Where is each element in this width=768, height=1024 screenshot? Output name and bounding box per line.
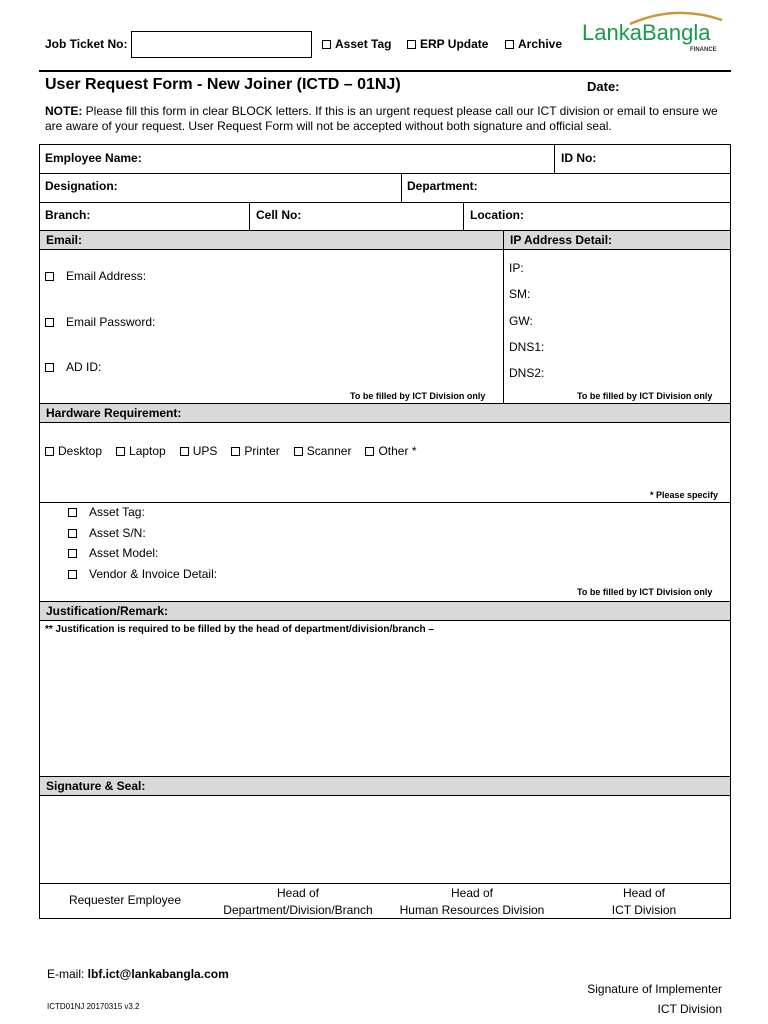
asset-tag-item-checkbox[interactable]	[68, 508, 77, 517]
employee-name-label: Employee Name:	[45, 151, 142, 165]
requester-employee-label: Requester Employee	[68, 893, 182, 907]
logo-text: LankaBangla	[582, 20, 711, 45]
justification-area[interactable]	[40, 638, 730, 776]
justification-instruction: ** Justification is required to be filled by the head of department/division/branch –	[45, 624, 434, 635]
hardware-printer-option[interactable]: Printer	[231, 444, 279, 458]
divider	[39, 202, 731, 203]
note-label: NOTE:	[45, 104, 83, 118]
hardware-scanner-option[interactable]: Scanner	[294, 444, 352, 458]
desktop-checkbox[interactable]	[45, 447, 54, 456]
email-address-option[interactable]: Email Address:	[45, 269, 146, 283]
gw-label: GW:	[509, 314, 533, 328]
divider	[503, 230, 504, 403]
logo-subtext: FINANCE	[690, 47, 717, 53]
vendor-invoice-item[interactable]: Vendor & Invoice Detail:	[68, 567, 217, 581]
email-section-header: Email:	[39, 230, 504, 250]
signature-area[interactable]	[40, 797, 730, 883]
note-text: Please fill this form in clear BLOCK letters. If this is an urgent request please call our ICT division or email to ensure we are aware of your request. User Request Form will not be accepted without both signature and official seal.	[45, 104, 718, 133]
email-password-checkbox[interactable]	[45, 318, 54, 327]
divider	[249, 202, 250, 230]
sm-label: SM:	[509, 287, 531, 301]
asset-tag-item[interactable]: Asset Tag:	[68, 505, 145, 519]
signature-section-header: Signature & Seal:	[39, 776, 731, 796]
hardware-other-option[interactable]: Other *	[365, 444, 416, 458]
doc-code: ICTD01NJ 20170315 v3.2	[47, 1002, 140, 1011]
divider	[463, 202, 464, 230]
head-hr-label: Head of Human Resources Division	[399, 886, 545, 917]
ip-ict-note: To be filled by ICT Division only	[577, 391, 713, 401]
footer-email-link[interactable]: lbf.ict@lankabangla.com	[87, 967, 229, 981]
archive-option[interactable]: Archive	[505, 37, 562, 51]
email-address-checkbox[interactable]	[45, 272, 54, 281]
implementer-signature: Signature of Implementer ICT Division	[587, 982, 722, 1016]
ups-checkbox[interactable]	[180, 447, 189, 456]
asset-sn-item[interactable]: Asset S/N:	[68, 526, 146, 540]
lankabangla-logo	[580, 6, 730, 61]
hardware-options	[45, 444, 416, 458]
erp-update-checkbox[interactable]	[407, 40, 416, 49]
vendor-invoice-checkbox[interactable]	[68, 570, 77, 579]
divider	[401, 173, 402, 202]
job-ticket-label: Job Ticket No:	[45, 37, 128, 51]
location-label: Location:	[470, 208, 524, 222]
please-specify-note: * Please specify	[650, 490, 719, 500]
note-paragraph	[45, 104, 725, 134]
head-ict-label: Head of ICT Division	[611, 886, 677, 917]
ip-section-header: IP Address Detail:	[503, 230, 731, 250]
id-no-label: ID No:	[561, 151, 597, 165]
other-checkbox[interactable]	[365, 447, 374, 456]
designation-label: Designation:	[45, 179, 118, 193]
dns2-label: DNS2:	[509, 366, 545, 380]
archive-checkbox[interactable]	[505, 40, 514, 49]
divider	[554, 144, 555, 173]
dns1-label: DNS1:	[509, 340, 545, 354]
divider	[39, 502, 731, 503]
footer-email: E-mail: lbf.ict@lankabangla.com	[47, 967, 229, 981]
branch-label: Branch:	[45, 208, 91, 222]
printer-checkbox[interactable]	[231, 447, 240, 456]
divider	[39, 173, 731, 174]
ip-label: IP:	[509, 261, 524, 275]
asset-model-checkbox[interactable]	[68, 549, 77, 558]
ad-id-checkbox[interactable]	[45, 363, 54, 372]
hardware-section-header: Hardware Requirement:	[39, 403, 731, 423]
divider	[39, 883, 731, 884]
cell-no-label: Cell No:	[256, 208, 302, 222]
hardware-desktop-option[interactable]: Desktop	[45, 444, 102, 458]
email-password-option[interactable]: Email Password:	[45, 315, 155, 329]
hardware-ups-option[interactable]: UPS	[180, 444, 218, 458]
job-ticket-input[interactable]	[131, 31, 312, 58]
department-label: Department:	[407, 179, 478, 193]
laptop-checkbox[interactable]	[116, 447, 125, 456]
hardware-laptop-option[interactable]: Laptop	[116, 444, 166, 458]
email-ict-note: To be filled by ICT Division only	[350, 391, 486, 401]
justification-section-header: Justification/Remark:	[39, 601, 731, 621]
erp-update-option[interactable]: ERP Update	[407, 37, 488, 51]
asset-tag-option[interactable]: Asset Tag	[322, 37, 391, 51]
asset-tag-checkbox[interactable]	[322, 40, 331, 49]
scanner-checkbox[interactable]	[294, 447, 303, 456]
header-divider	[39, 70, 731, 72]
form-title: User Request Form - New Joiner (ICTD – 01NJ)	[45, 76, 401, 93]
hardware-ict-note: To be filled by ICT Division only	[577, 587, 713, 597]
asset-model-item[interactable]: Asset Model:	[68, 546, 158, 560]
asset-sn-checkbox[interactable]	[68, 529, 77, 538]
ad-id-option[interactable]: AD ID:	[45, 360, 101, 374]
head-department-label: Head of Department/Division/Branch	[223, 886, 373, 917]
date-label: Date:	[587, 79, 620, 94]
